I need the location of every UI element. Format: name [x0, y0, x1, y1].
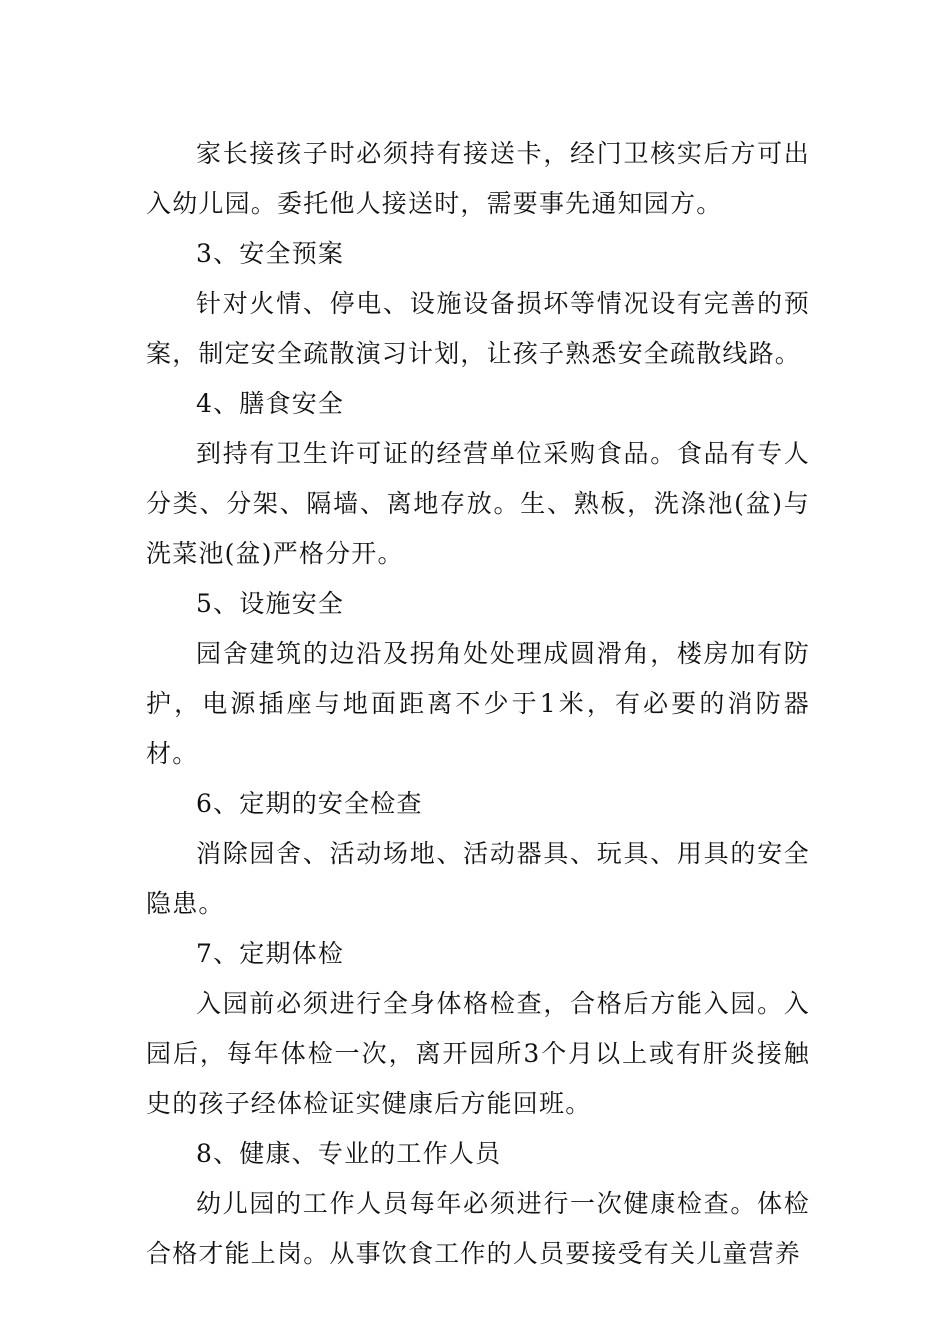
paragraph-staff: 幼儿园的工作人员每年必须进行一次健康检查。体检合格才能上岗。从事饮食工作的人员要接受有关儿童营养 [146, 1189, 810, 1268]
heading-health-checkup: 7、定期体检 [196, 939, 345, 968]
paragraph-health-checkup: 入园前必须进行全身体格检查，合格后方能入园。入园后，每年体检一次，离开园所3个月以上或有肝炎接触史的孩子经体检证实健康后方能回班。 [146, 989, 810, 1118]
heading-food-safety: 4、膳食安全 [196, 389, 345, 418]
paragraph-safety-plan: 针对火情、停电、设施设备损坏等情况设有完善的预案，制定安全疏散演习计划，让孩子熟悉安全疏散线路。 [146, 289, 810, 368]
paragraph-safety-inspection: 消除园舍、活动场地、活动器具、玩具、用具的安全隐患。 [146, 839, 810, 918]
heading-facility-safety: 5、设施安全 [196, 589, 345, 618]
heading-safety-plan: 3、安全预案 [196, 239, 345, 268]
paragraph-food-safety: 到持有卫生许可证的经营单位采购食品。食品有专人分类、分架、隔墙、离地存放。生、熟板，洗涤池(盆)与洗菜池(盆)严格分开。 [146, 439, 810, 568]
paragraph-facility-safety: 园舍建筑的边沿及拐角处处理成圆滑角，楼房加有防护，电源插座与地面距离不少于1米，有必要的消防器材。 [146, 639, 810, 768]
paragraph-pickup-rules: 家长接孩子时必须持有接送卡，经门卫核实后方可出入幼儿园。委托他人接送时，需要事先通知园方。 [146, 139, 810, 218]
heading-safety-inspection: 6、定期的安全检查 [196, 789, 423, 818]
heading-staff: 8、健康、专业的工作人员 [196, 1139, 502, 1168]
document-body [146, 129, 810, 1279]
